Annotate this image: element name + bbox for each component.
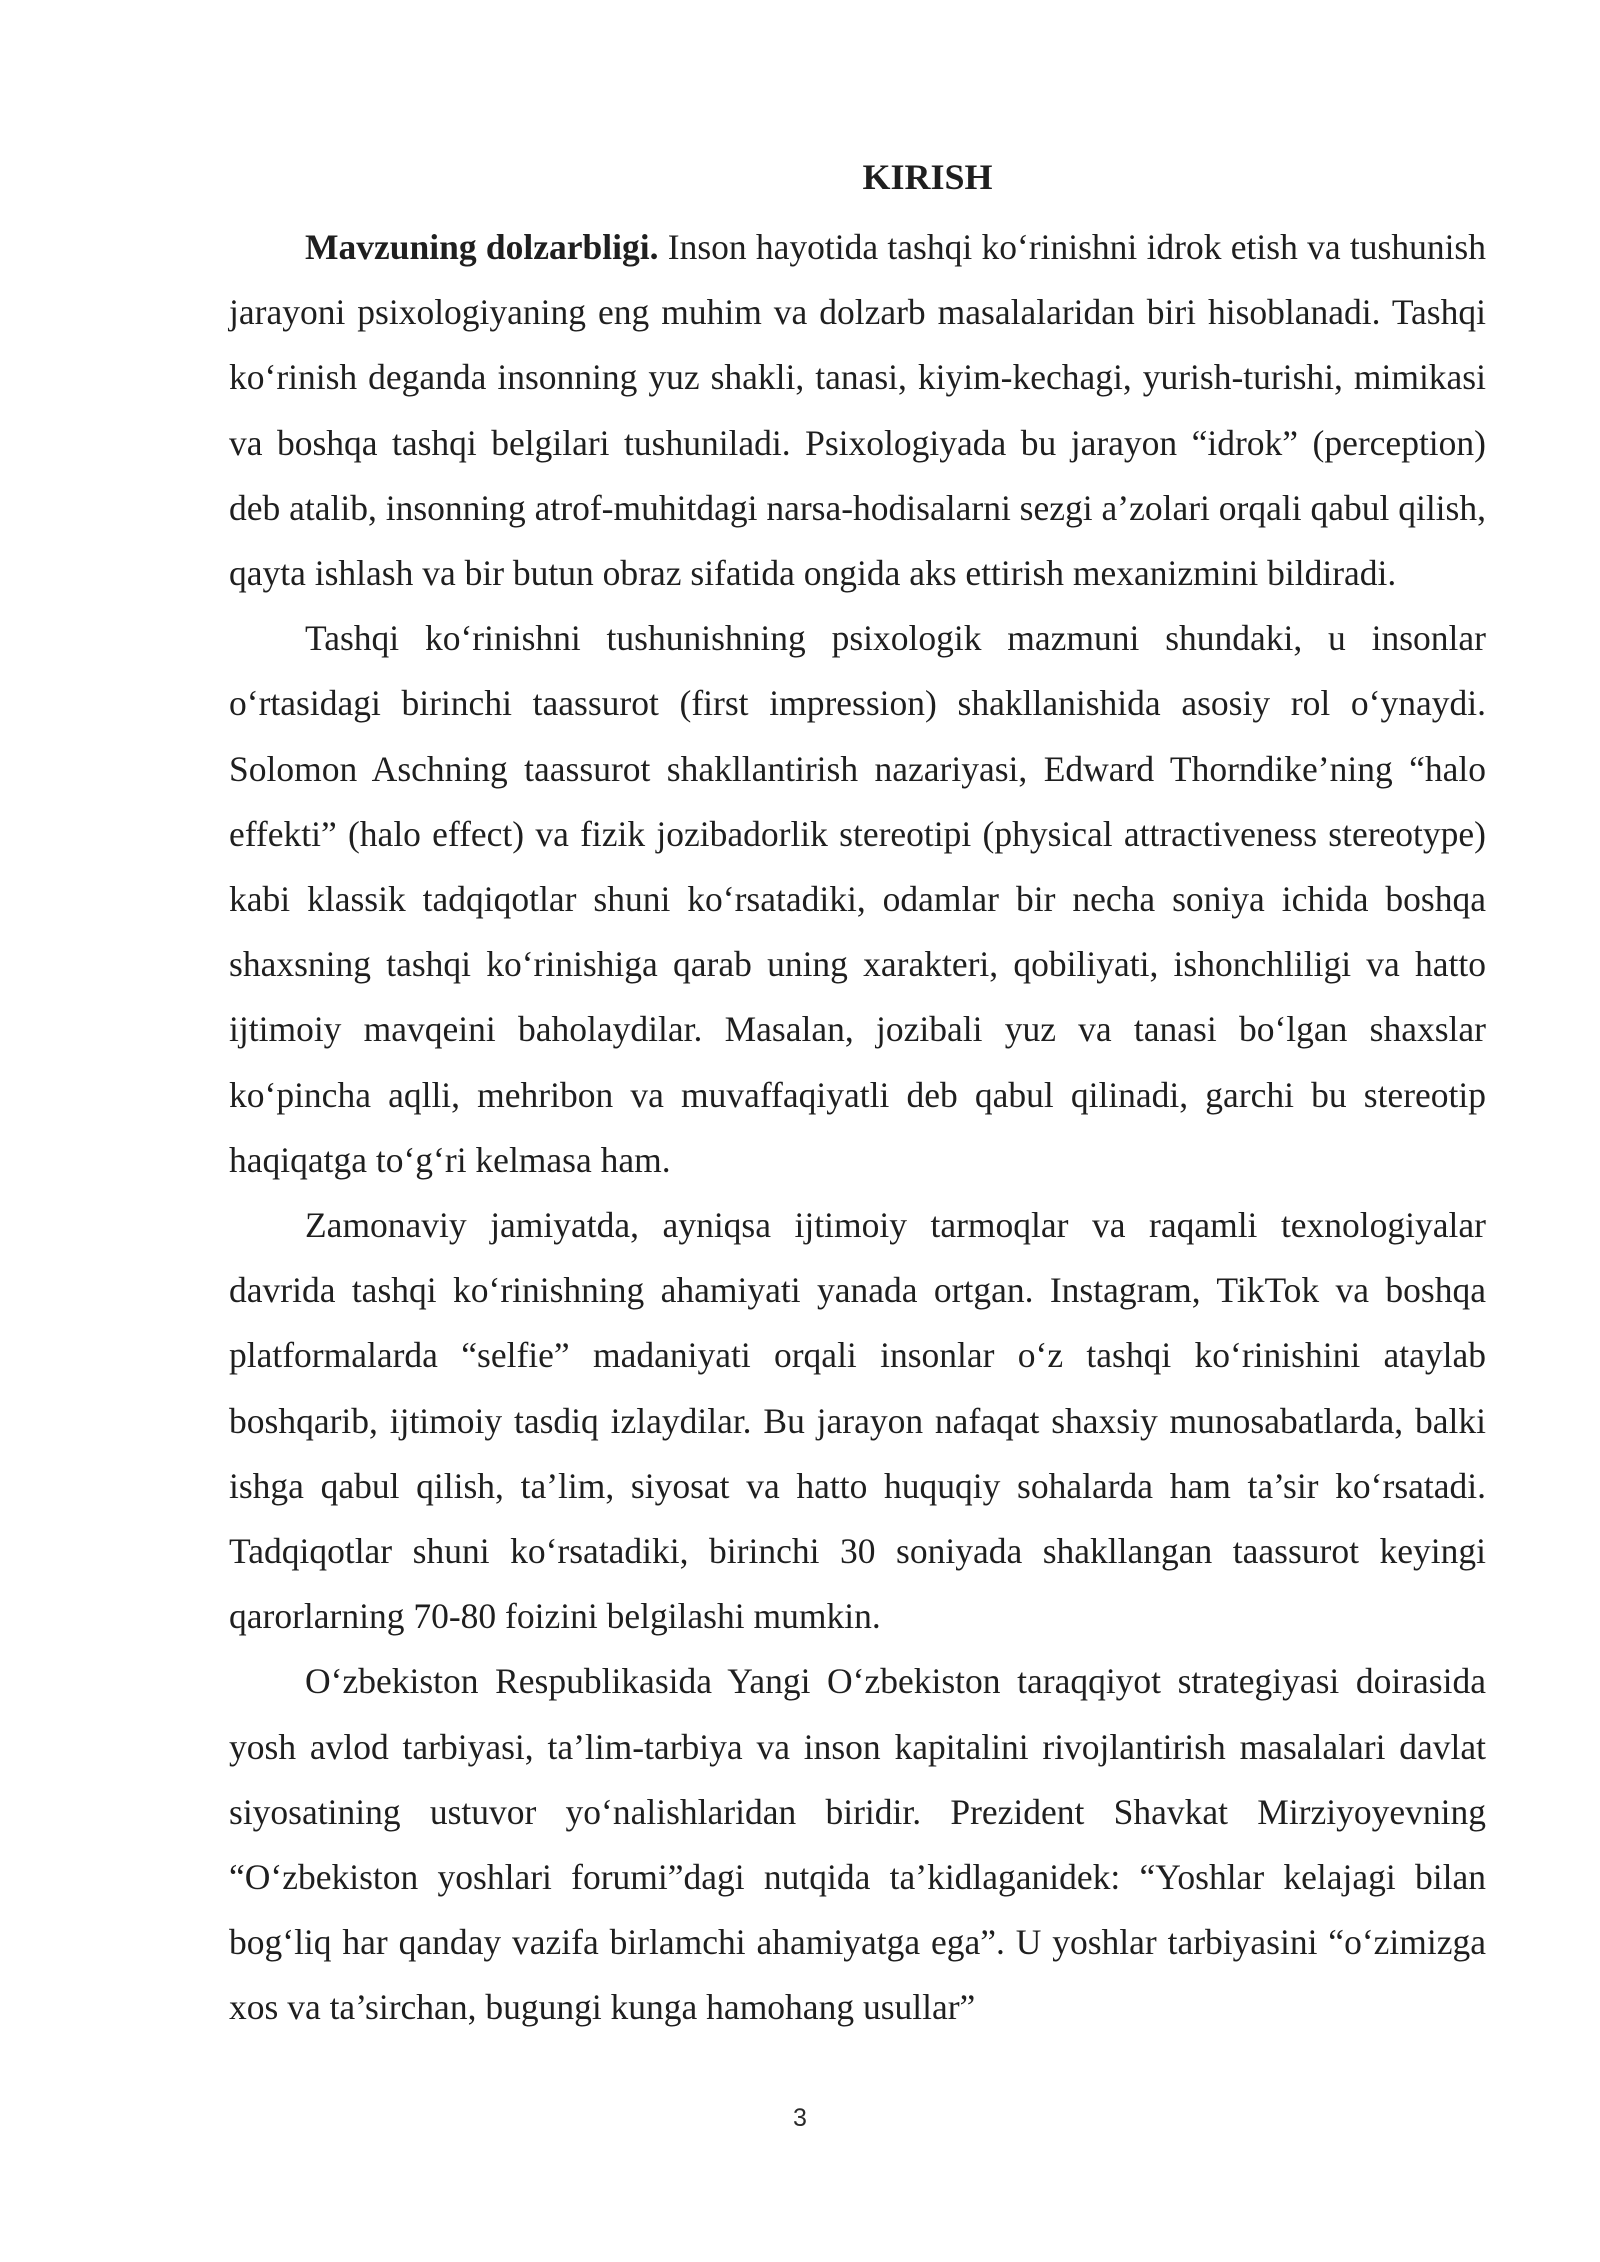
- paragraph-relevance: [229, 215, 1486, 606]
- section-heading: KIRISH: [862, 157, 993, 197]
- paragraph-lead-bold: Mavzuning dolzarbligi.: [305, 227, 659, 267]
- paragraph-uzbekistan: O‘zbekiston Respublikasida Yangi O‘zbekiston taraqqiyot strategiyasi doirasida yosh avlod tarbiyasi, ta’lim-tarbiya va inson kapitalini rivojlantirish masalalari davlat siyosatining ustuvor yo‘nalishlaridan biridir. Prezident Shavkat Mirziyoyevning “O‘zbekiston yoshlari forumi”dagi nutqida ta’kidlaganidek: “Yoshlar kelajagi bilan bog‘liq har qanday vazifa birlamchi ahamiyatga ega”. U yoshlar tarbiyasini “o‘zimizga xos va ta’sirchan, bugungi kunga hamohang usullar”: [229, 1661, 1486, 2028]
- paragraph-social-media: Zamonaviy jamiyatda, ayniqsa ijtimoiy tarmoqlar va raqamli texnologiyalar davrida tashqi ko‘rinishning ahamiyati yanada ortgan. Instagram, TikTok va boshqa platformalarda “selfie” madaniyati orqali insonlar o‘z tashqi ko‘rinishini ataylab boshqarib, ijtimoiy tasdiq izlaydilar. Bu jarayon nafaqat shaxsiy munosabatlarda, balki ishga qabul qilish, ta’lim, siyosat va hatto huquqiy sohalarda ham ta’sir ko‘rsatadi. Tadqiqotlar shuni ko‘rsatadiki, birinchi 30 soniyada shakllangan taassurot keyingi qarorlarning 70-80 foizini belgilashi mumkin.: [229, 1205, 1486, 1637]
- paragraph-relevance-text: Inson hayotida tashqi ko‘rinishni idrok etish va tushunish jarayoni psixologiyaning eng muhim va dolzarb masalalaridan biri hisoblanadi. Tashqi ko‘rinish deganda insonning yuz shakli, tanasi, kiyim-kechagi, yurish-turishi, mimikasi va boshqa tashqi belgilari tushuniladi. Psixologiyada bu jarayon “idrok” (perception) deb atalib, insonning atrof-muhitdagi narsa-hodisalarni sezgi a’zolari orqali qabul qilish, qayta ishlash va bir butun obraz sifatida ongida aks ettirish mexanizmini bildiradi.: [229, 227, 1486, 594]
- paragraph-first-impression: Tashqi ko‘rinishni tushunishning psixologik mazmuni shundaki, u insonlar o‘rtasidagi birinchi taassurot (first impression) shakllanishida asosiy rol o‘ynaydi. Solomon Aschning taassurot shakllantirish nazariyasi, Edward Thorndike’ning “halo effekti” (halo effect) va fizik jozibadorlik stereotipi (physical attractiveness stereotype) kabi klassik tadqiqotlar shuni ko‘rsatadiki, odamlar bir necha soniya ichida boshqa shaxsning tashqi ko‘rinishiga qarab uning xarakteri, qobiliyati, ishonchliligi va hatto ijtimoiy mavqeini baholaydilar. Masalan, jozibali yuz va tanasi bo‘lgan shaxslar ko‘pincha aqlli, mehribon va muvaffaqiyatli deb qabul qilinadi, garchi bu stereotip haqiqatga to‘g‘ri kelmasa ham.: [229, 618, 1486, 1180]
- page-content: [229, 150, 1486, 2041]
- page-number: 3: [793, 2104, 807, 2132]
